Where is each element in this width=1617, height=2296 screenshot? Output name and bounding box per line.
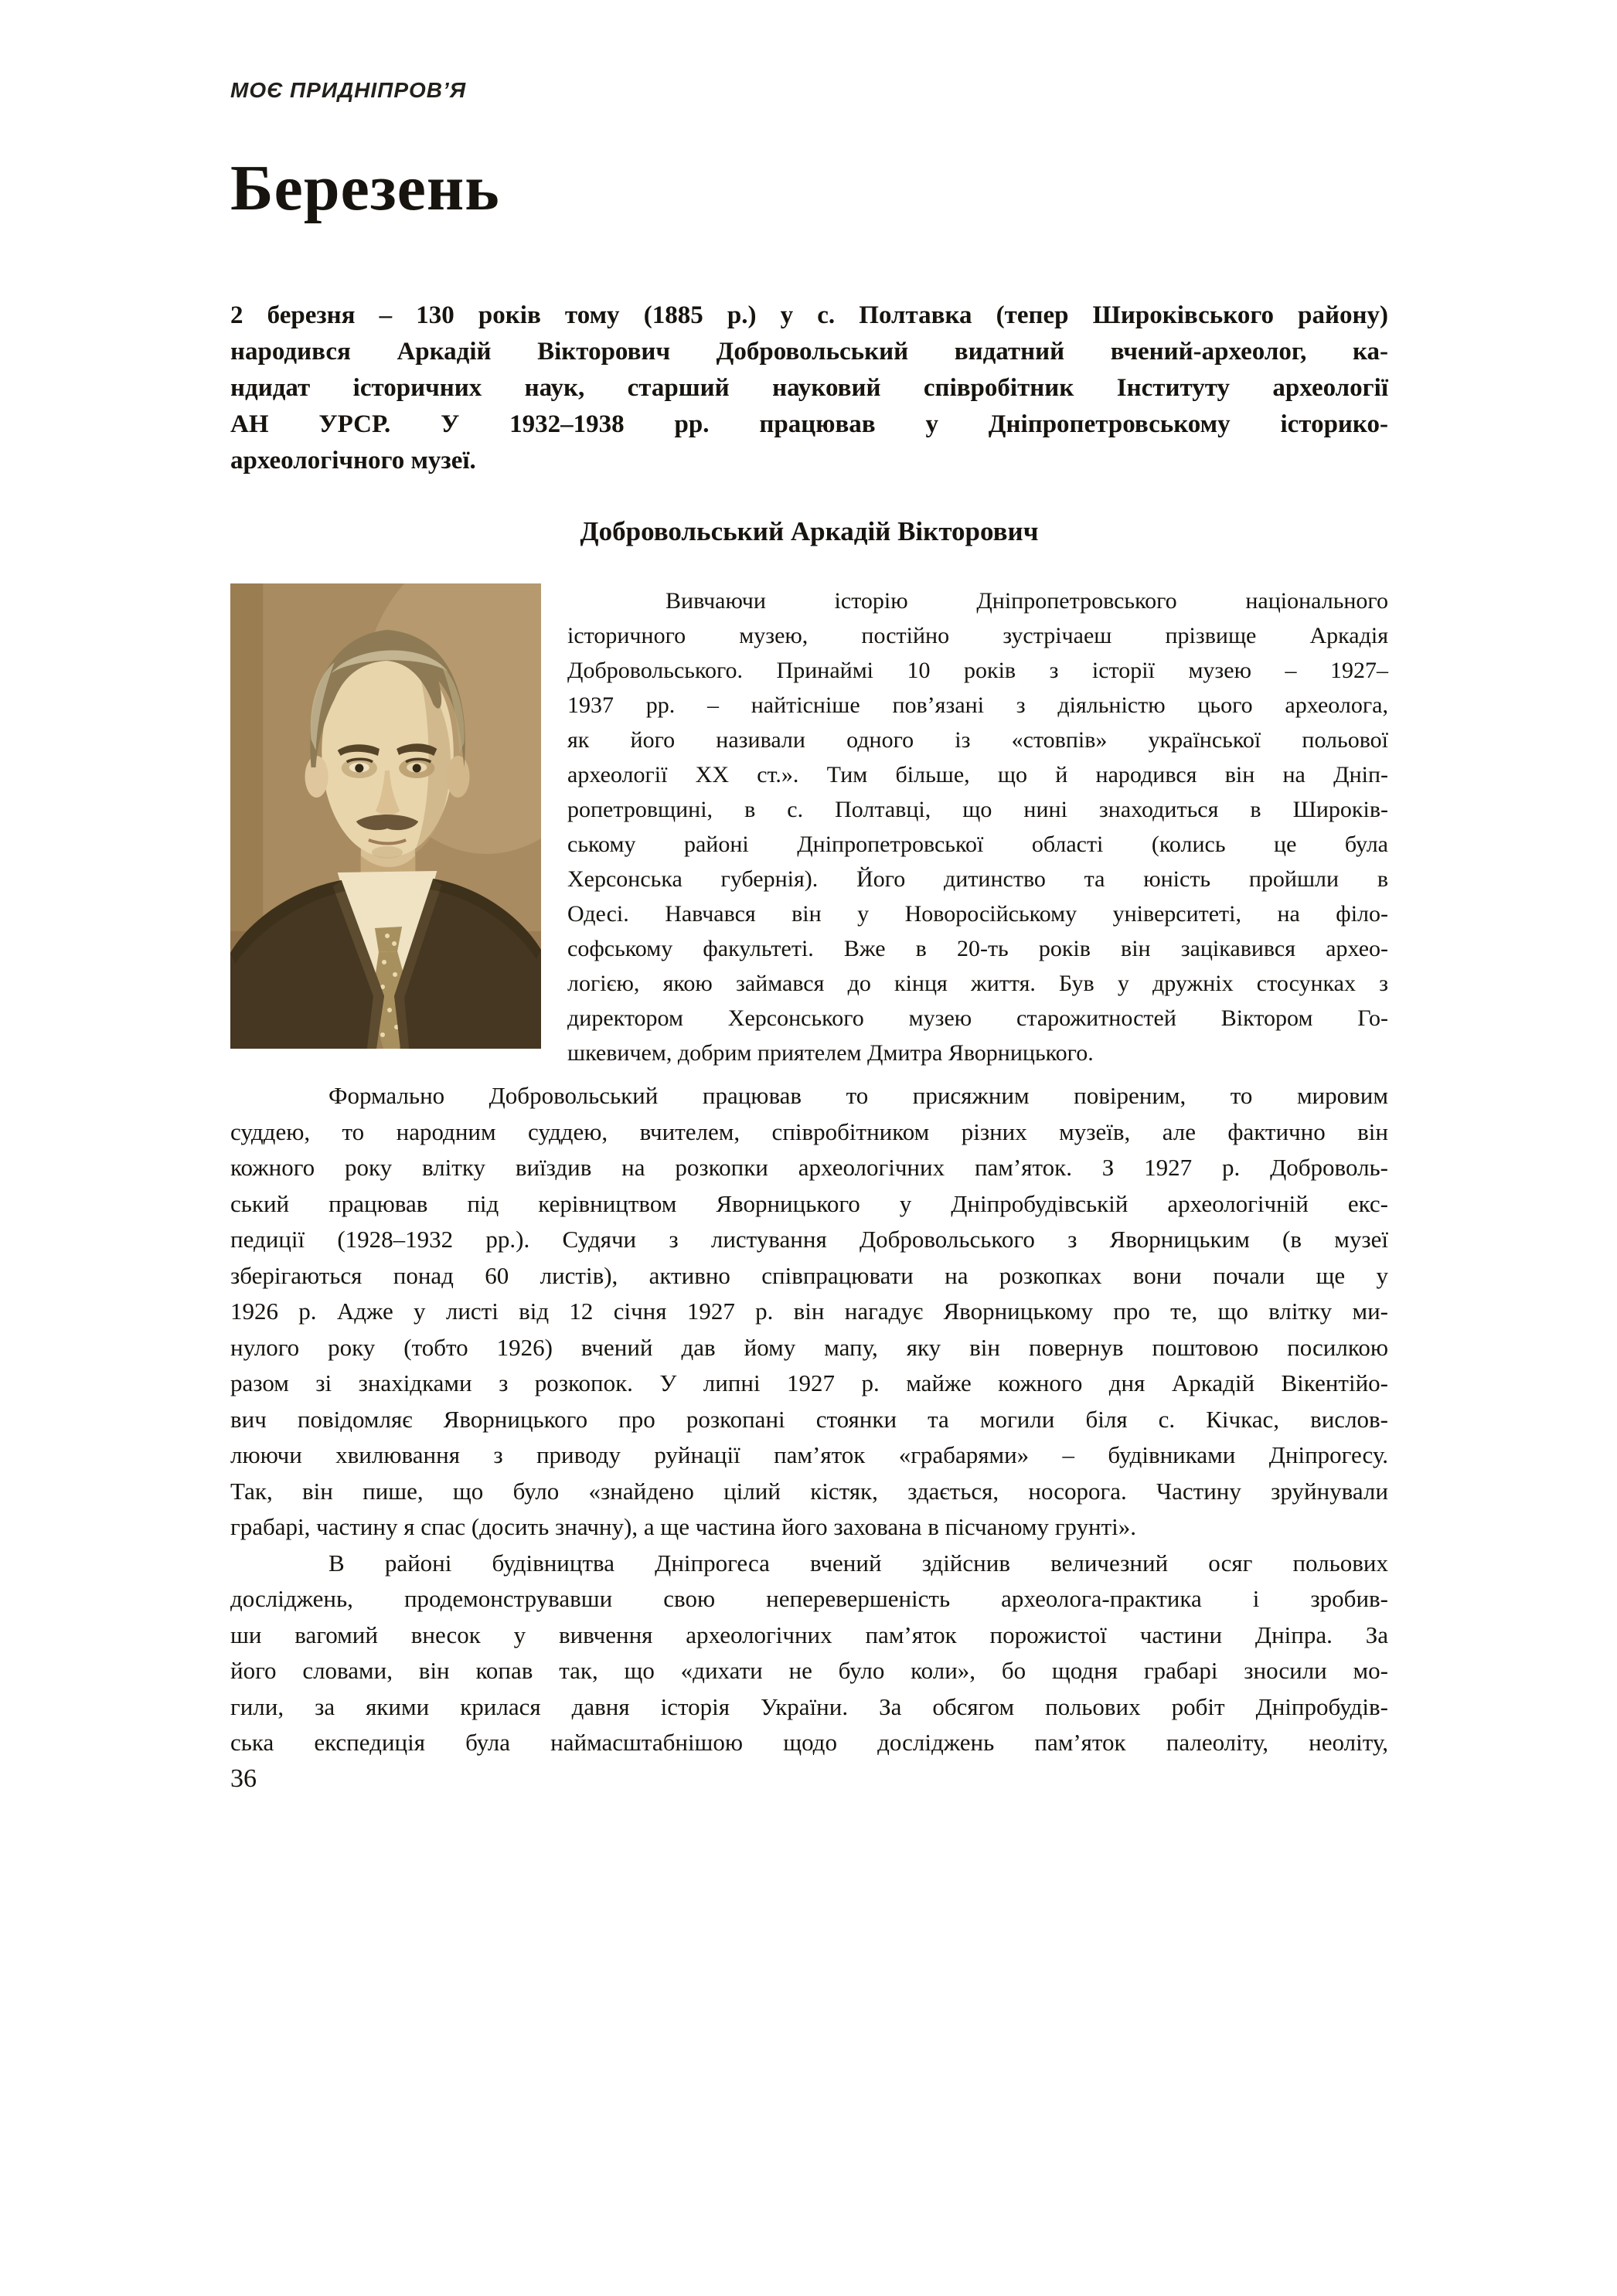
text-line: ська експедиція була наймасштабнішою щодо досліджень пам’яток палеоліту, неоліту,: [230, 1729, 1388, 1756]
text-line: археологічного музеї.: [230, 447, 476, 475]
text-line: нулого року (тобто 1926) вчений дав йому мапу, яку він повернув поштовою посилкою: [230, 1333, 1388, 1361]
text-line: як його називали одного із «стовпів» української польової: [567, 727, 1388, 753]
section-subtitle: Добровольський Аркадій Вікторович: [580, 516, 1039, 546]
text-line: його словами, він копав так, що «дихати не було коли», бо щодня грабарі зносили мо-: [230, 1657, 1388, 1684]
text-line: досліджень, продемонструвавши свою неперевершеність археолога-практика і зробив-: [230, 1585, 1388, 1612]
portrait-photo: [230, 583, 541, 1049]
text-line: зберігаються понад 60 листів), активно співпрацювати на розкопках вони почали ще у: [230, 1261, 1388, 1289]
text-line: археології ХХ ст.». Тим більше, що й народився він на Дніп-: [567, 762, 1388, 787]
text-line: ський працював під керівництвом Яворницького у Дніпробудівській археологічній екс-: [230, 1189, 1388, 1217]
text-line: Одесі. Навчався він у Новоросійському університеті, на філо-: [567, 901, 1388, 927]
text-line: директором Херсонського музею старожитностей Віктором Го-: [567, 1005, 1388, 1031]
page-title: Березень: [230, 152, 500, 224]
text-line: АН УРСР. У 1932–1938 рр. працював у Дніпропетровському історико-: [230, 410, 1388, 438]
text-line: грабарі, частину я спас (досить значну), а ще частина його захована в пісчаному грунті».: [230, 1513, 1137, 1540]
intro-paragraph: [230, 298, 1388, 479]
text-line: 1926 р. Адже у листі від 12 січня 1927 р. він нагадує Яворницькому про те, що влітку ми-: [230, 1298, 1388, 1325]
text-line: історичного музею, постійно зустрічаеш прізвище Аркадія: [567, 623, 1388, 648]
running-header: МОЄ ПРИДНІПРОВ’Я: [230, 78, 467, 102]
portrait-photo-illustration: [230, 583, 541, 1049]
text-line: люючи хвилювання з приводу руйнації пам’яток «грабарями» – будівниками Дніпрогесу.: [230, 1441, 1388, 1468]
text-line: педиції (1928–1932 рр.). Судячи з листування Добровольського з Яворницьким (в музеї: [230, 1226, 1388, 1253]
paragraph-2: [230, 1078, 1388, 1546]
text-line: Так, він пише, що було «знайдено цілий кістяк, здається, носорога. Частину зруйнували: [230, 1477, 1388, 1505]
text-line: народився Аркадій Вікторович Добровольський видатний вчений-археолог, ка-: [230, 338, 1388, 366]
text-line: шкевичем, добрим приятелем Дмитра Яворницького.: [567, 1040, 1094, 1066]
text-line: В районі будівництва Дніпрогеса вчений здійснив величезний осяг польових: [329, 1549, 1388, 1577]
text-line: ши вагомий внесок у вивчення археологічних пам’яток порожистої частини Дніпра. За: [230, 1621, 1388, 1648]
text-line: ндидат історичних наук, старший науковий співробітник Інституту археології: [230, 374, 1388, 402]
paragraph-3: [230, 1546, 1388, 1761]
text-line: гили, за якими крилася давня історія України. За обсягом польових робіт Дніпробудів-: [230, 1692, 1388, 1720]
text-line: софському факультеті. Вже в 20-ть років він зацікавився архео-: [567, 936, 1388, 961]
page-number: 36: [230, 1764, 257, 1793]
text-line: Добровольського. Принаймі 10 років з історії музею – 1927–: [567, 658, 1388, 683]
text-line: суддею, то народним суддею, вчителем, співробітником різних музеїв, але фактично він: [230, 1117, 1388, 1145]
text-line: ському районі Дніпропетровської області (колись це була: [567, 832, 1388, 857]
text-line: логією, якою займався до кінця життя. Був у дружніх стосунках з: [567, 971, 1388, 996]
text-line: разом зі знахідками з розкопок. У липні 1927 р. майже кожного дня Аркадій Вікентійо-: [230, 1369, 1388, 1396]
text-line: ропетровщині, в с. Полтавці, що нині знаходиться в Широків-: [567, 797, 1388, 822]
text-line: 1937 рр. – найтісніше пов’язані з діяльністю цього археолога,: [567, 692, 1388, 718]
text-line: 2 березня – 130 років тому (1885 р.) у с. Полтавка (тепер Широківського району): [230, 301, 1388, 329]
text-line: Херсонська губернія). Його дитинство та юність пройшли в: [567, 866, 1388, 892]
paragraph-1: [567, 583, 1388, 1070]
text-line: Вивчаючи історію Дніпропетровського національного: [666, 588, 1388, 614]
photo-and-text-row: [230, 583, 1388, 1070]
text-line: кожного року влітку виїздив на розкопки археологічних пам’яток. З 1927 р. Доброволь-: [230, 1154, 1388, 1181]
text-line: Формально Добровольський працював то присяжним повіреним, то мировим: [329, 1082, 1388, 1109]
text-line: вич повідомляє Яворницького про розкопані стоянки та могили біля с. Кічкас, вислов-: [230, 1405, 1388, 1433]
